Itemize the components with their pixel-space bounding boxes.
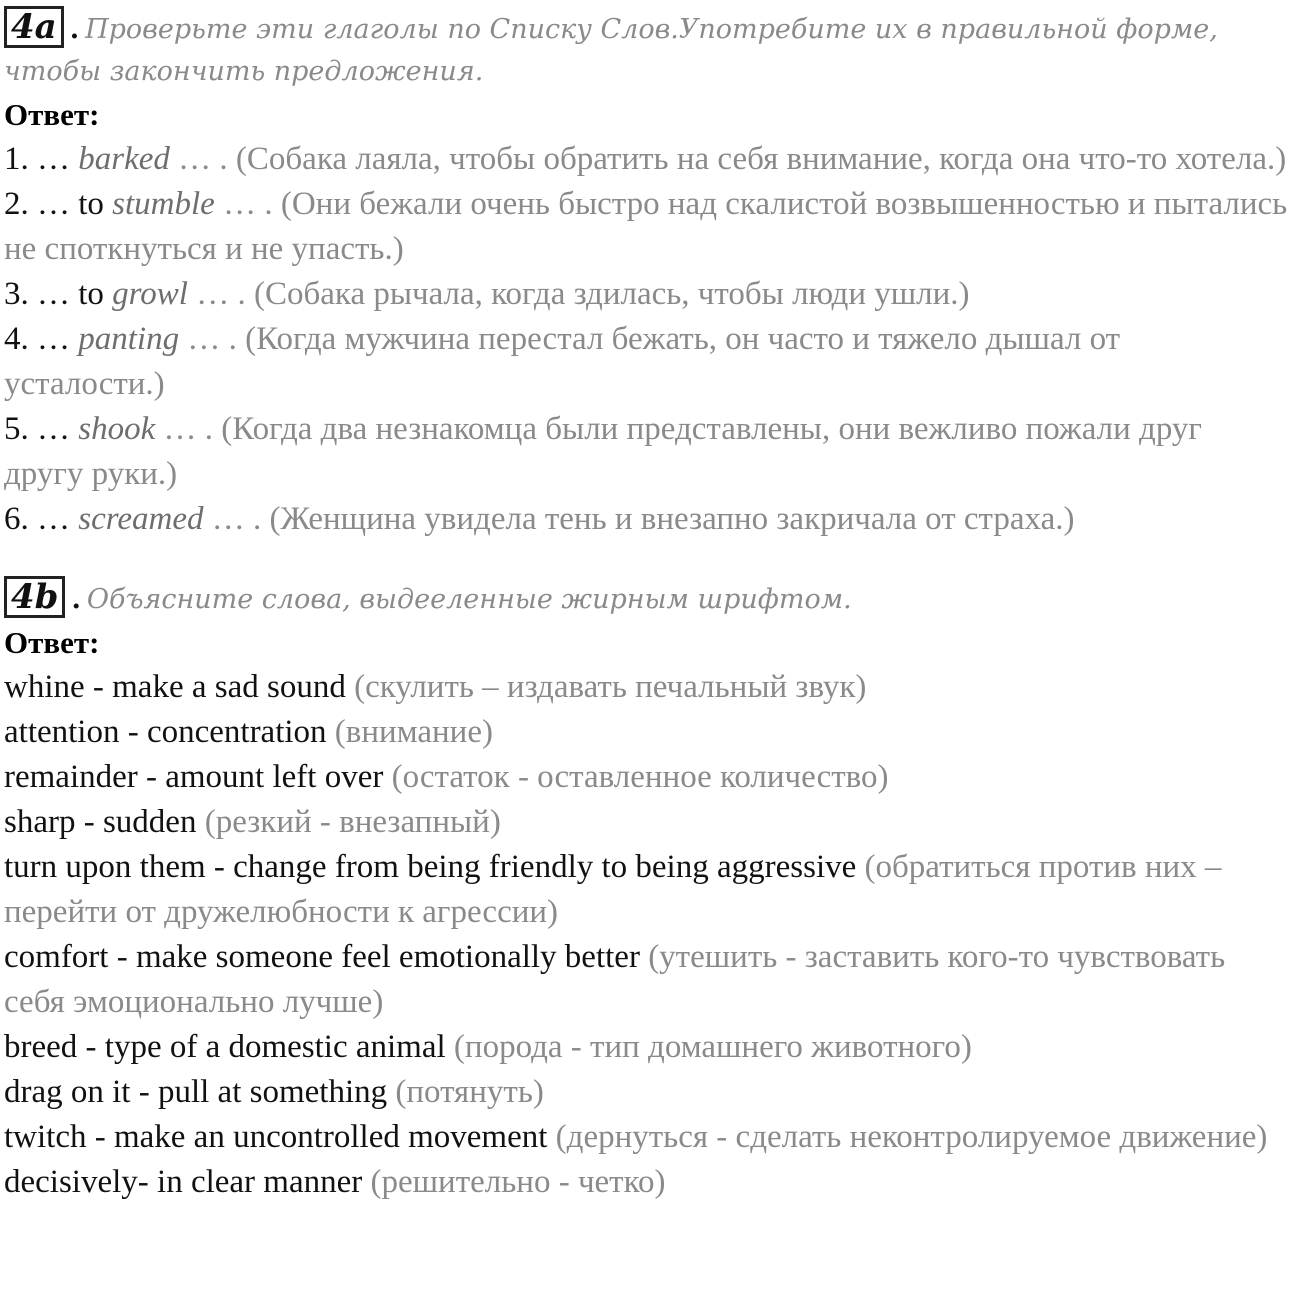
item-translation: … . (Они бежали очень быстро над скалистой возвышенностью и пытались не споткнуться и не упасть.): [4, 186, 1288, 267]
task-4b-number: 4b: [4, 576, 65, 618]
item-translation: … . (Когда мужчина перестал бежать, он часто и тяжело дышал от усталости.): [4, 321, 1121, 402]
task-4a-number: 4a: [4, 6, 64, 48]
section-gap: [4, 542, 1288, 576]
list-item: [4, 665, 1288, 710]
definition-ru: (остаток - оставленное количество): [391, 759, 889, 795]
definition-en: whine - make a sad sound: [4, 669, 346, 705]
list-item: [4, 497, 1288, 542]
task-4a-instruction: Проверьте эти глаголы по Списку Слов.Употребите их в правильной форме, чтобы закончить предложения.: [4, 14, 1218, 87]
list-item: [4, 137, 1288, 182]
item-prefix: to: [78, 186, 104, 222]
definition-en: drag on it - pull at something: [4, 1074, 388, 1110]
answer-word: stumble: [112, 186, 215, 222]
definition-en: remainder - amount left over: [4, 759, 384, 795]
task-4b: [4, 576, 1288, 1205]
list-item: [4, 407, 1288, 497]
item-number: 6. …: [4, 501, 70, 537]
definition-ru: (резкий - внезапный): [204, 804, 501, 840]
definition-ru: (скулить – издавать печальный звук): [354, 669, 867, 705]
definition-ru: (обратиться против них – перейти от дружелюбности к агрессии): [4, 849, 1222, 930]
list-item: [4, 845, 1288, 935]
definition-en: breed - type of a domestic animal: [4, 1029, 446, 1065]
definition-en: sharp - sudden: [4, 804, 197, 840]
list-item: [4, 182, 1288, 272]
task-4b-header: [4, 576, 1288, 621]
definition-en: attention - concentration: [4, 714, 327, 750]
item-number: 2. …: [4, 186, 70, 222]
list-item: [4, 935, 1288, 1025]
definition-ru: (дернуться - сделать неконтролируемое движение): [555, 1119, 1268, 1155]
list-item: [4, 1160, 1288, 1205]
list-item: [4, 1115, 1288, 1160]
answer-word: screamed: [78, 501, 204, 537]
list-item: [4, 1070, 1288, 1115]
list-item: [4, 755, 1288, 800]
item-number: 3. …: [4, 276, 70, 312]
definition-ru: (решительно - четко): [370, 1164, 666, 1200]
item-number: 1. …: [4, 141, 70, 177]
list-item: [4, 800, 1288, 845]
definition-en: turn upon them - change from being friendly to being aggressive: [4, 849, 857, 885]
task-4a: [4, 0, 1288, 542]
item-translation: … . (Женщина увидела тень и внезапно закричала от страха.): [211, 501, 1075, 537]
task-number-dot: .: [71, 584, 81, 615]
task-4a-answer-label: Ответ:: [4, 97, 100, 132]
answer-word: panting: [78, 321, 180, 357]
item-translation: … . (Собака лаяла, чтобы обратить на себя внимание, когда она что-то хотела.): [178, 141, 1287, 177]
answer-word: barked: [78, 141, 170, 177]
answer-word: shook: [78, 411, 156, 447]
list-item: [4, 1025, 1288, 1070]
definition-en: comfort - make someone feel emotionally better: [4, 939, 640, 975]
list-item: [4, 272, 1288, 317]
item-prefix: to: [78, 276, 104, 312]
definition-ru: (внимание): [334, 714, 493, 750]
task-4b-instruction: Объясните слова, выдееленные жирным шрифтом.: [86, 584, 852, 615]
definition-en: twitch - make an uncontrolled movement: [4, 1119, 548, 1155]
item-translation: … . (Когда два незнакомца были представлены, они вежливо пожали друг другу руки.): [4, 411, 1202, 492]
task-4b-answer-label: Ответ:: [4, 625, 100, 660]
definition-ru: (потянуть): [395, 1074, 544, 1110]
definition-ru: (утешить - заставить кого-то чувствовать себя эмоционально лучше): [4, 939, 1226, 1020]
list-item: [4, 317, 1288, 407]
definition-ru: (порода - тип домашнего животного): [453, 1029, 972, 1065]
list-item: [4, 710, 1288, 755]
answer-word: growl: [112, 276, 188, 312]
definition-en: decisively- in clear manner: [4, 1164, 363, 1200]
task-number-dot: .: [69, 14, 80, 45]
item-translation: … . (Собака рычала, когда здилась, чтобы люди ушли.): [196, 276, 970, 312]
item-number: 5. …: [4, 411, 70, 447]
item-number: 4. …: [4, 321, 70, 357]
task-4a-header: [4, 6, 1288, 93]
